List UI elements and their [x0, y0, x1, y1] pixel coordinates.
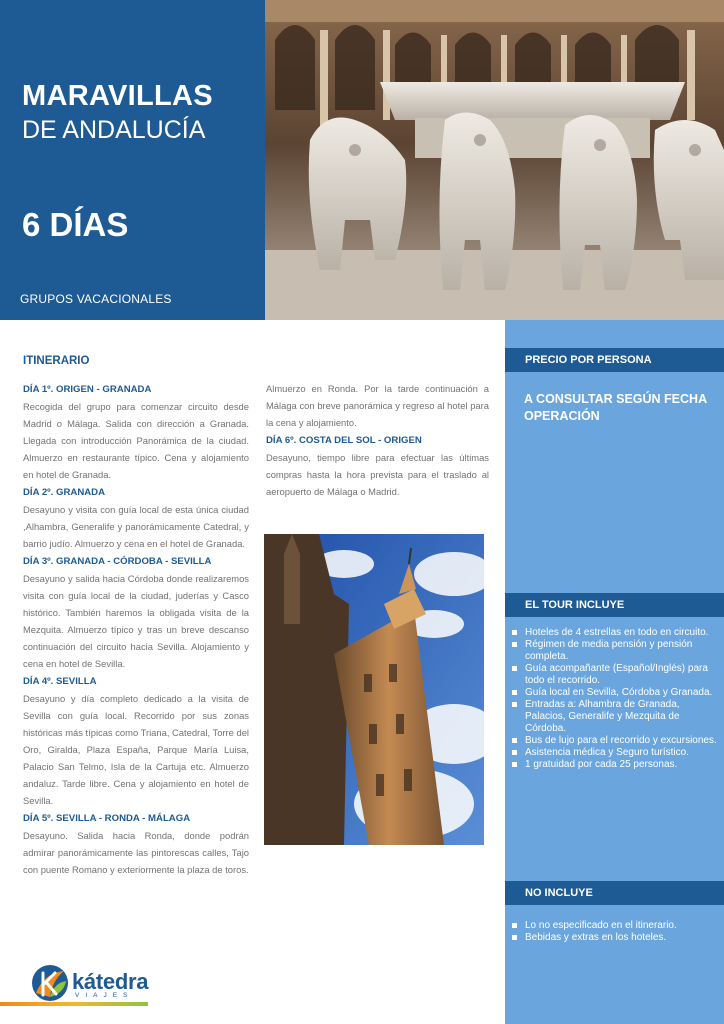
day-text: Desayuno, tiempo libre para efectuar las últimas compras hasta la hora prevista para el traslado al aeropuerto de Málaga o Madrid. — [266, 452, 489, 497]
day-text: Desayuno y día completo dedicado a la visita de Sevilla con guía local. Recorrido por sus zonas históricas más típicas como Triana, Catedral, Torre del Oro, Giralda, Plaza España, Parque María Luisa, Palacio San Telmo, Isla de la Cartuja etc. Almuerzo andaluz. Tarde libre. Cena y alojamiento en hotel de Sevilla. — [23, 693, 249, 806]
giralda-tower-photo — [264, 534, 484, 845]
list-item: Asistencia médica y Seguro turístico. — [512, 747, 718, 759]
itinerary-column-left — [23, 380, 249, 878]
hero-panel — [0, 0, 265, 320]
day-title: DÍA 5º. SEVILLA - RONDA - MÁLAGA — [23, 813, 191, 824]
bullet-icon — [512, 702, 517, 707]
day-text: Recogida del grupo para comenzar circuito desde Madrid o Málaga. Salida con dirección a Granada. Llegada con introducción Panorámica de la ciudad. Almuerzo en restaurante típico. Cena y alojamiento en hotel de Granada. — [23, 401, 249, 480]
price-heading: PRECIO POR PERSONA — [505, 348, 724, 372]
day-3 — [23, 552, 249, 672]
day-title: DÍA 3º. GRANADA - CÓRDOBA - SEVILLA — [23, 556, 212, 567]
list-item: Guía local en Sevilla, Córdoba y Granada. — [512, 687, 718, 699]
bullet-icon — [512, 762, 517, 767]
day-title: DÍA 6º. COSTA DEL SOL - ORIGEN — [266, 435, 422, 446]
bullet-icon — [512, 923, 517, 928]
bullet-icon — [512, 935, 517, 940]
day-5-continued — [266, 380, 489, 431]
bullet-icon — [512, 690, 517, 695]
day-title: DÍA 1º. ORIGEN - GRANADA — [23, 384, 152, 395]
list-item: Régimen de media pensión y pensión completa. — [512, 639, 718, 663]
itinerary-column-right — [266, 380, 489, 500]
bullet-icon — [512, 738, 517, 743]
logo-name: kátedra — [72, 969, 149, 994]
logo-tagline: VIAJES — [75, 992, 134, 999]
alhambra-lions-photo — [265, 0, 724, 320]
bullet-icon — [512, 630, 517, 635]
itinerary-heading: ITINERARIO — [23, 355, 90, 367]
bullet-icon — [512, 642, 517, 647]
tour-duration: 6 DÍAS — [22, 206, 129, 243]
list-item: Guía acompañante (Español/Inglés) para todo el recorrido. — [512, 663, 718, 687]
day-text: Desayuno. Salida hacia Ronda, donde podrán admirar panorámicamente las pintorescas calles, Tajo con puente Romano y exteriormente la plaza de toros. — [23, 830, 249, 875]
day-text: Desayuno y visita con guía local de esta única ciudad ,Alhambra, Generalife y panorámicamente Catedral, y barrio judío. Almuerzo y cena en el hotel de Granada. — [23, 504, 249, 549]
list-item: Bebidas y extras en los hoteles. — [512, 932, 718, 944]
excludes-list — [512, 920, 718, 944]
hero-subtitle: DE ANDALUCÍA — [22, 116, 206, 144]
price-text: A CONSULTAR SEGÚN FECHA OPERACIÓN — [524, 392, 707, 423]
day-title: DÍA 4º. SEVILLA — [23, 676, 97, 687]
list-item: Bus de lujo para el recorrido y excursiones. — [512, 735, 718, 747]
day-5 — [23, 809, 249, 878]
day-6 — [266, 431, 489, 500]
excludes-heading: NO INCLUYE — [505, 881, 724, 905]
includes-heading: EL TOUR INCLUYE — [505, 593, 724, 617]
day-text: Almuerzo en Ronda. Por la tarde continuación a Málaga con breve panorámica y regreso al hotel para la cena y alojamiento. — [266, 383, 489, 428]
footer-color-bar — [0, 1002, 148, 1006]
list-item: Lo no especificado en el itinerario. — [512, 920, 718, 932]
day-4 — [23, 672, 249, 809]
hero-title: MARAVILLAS — [22, 80, 213, 112]
day-2 — [23, 483, 249, 552]
day-title: DÍA 2º. GRANADA — [23, 487, 106, 498]
group-type: GRUPOS VACACIONALES — [20, 292, 172, 306]
list-item: 1 gratuidad por cada 25 personas. — [512, 759, 718, 771]
includes-list — [512, 627, 718, 771]
day-1 — [23, 380, 249, 483]
day-text: Desayuno y salida hacia Córdoba donde realizaremos visita con guía local de la ciudad, juderías y Casco histórico. También haremos la obligada visita de la Mezquita. Almuerzo típico y tras un breve descanso continuación del circuito hacia Sevilla. Alojamiento y cena en hotel de Sevilla. — [23, 573, 249, 669]
bullet-icon — [512, 750, 517, 755]
katedra-k-icon — [30, 963, 70, 1003]
bullet-icon — [512, 666, 517, 671]
list-item: Entradas a: Alhambra de Granada, Palacios, Generalife y Mezquita de Córdoba. — [512, 699, 718, 735]
list-item: Hoteles de 4 estrellas en todo en circuito. — [512, 627, 718, 639]
